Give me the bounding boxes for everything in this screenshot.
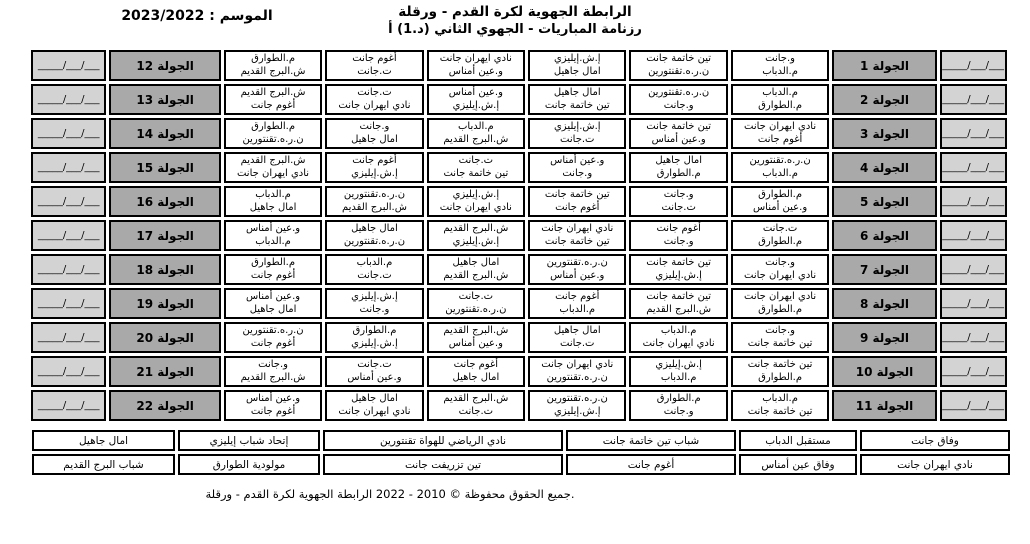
date-blank-cell-left — [31, 50, 106, 81]
schedule-row — [31, 390, 1007, 421]
match-cell — [325, 254, 423, 285]
match-cell — [224, 152, 322, 183]
date-blank: _____/___/___ — [942, 196, 1004, 207]
home-team: أغوم جانت — [352, 53, 397, 64]
away-team: نادي ايهران جانت — [236, 167, 310, 179]
home-team: إ.ش.إيليزي — [351, 291, 398, 302]
match-cell — [731, 84, 829, 115]
away-team: م.الدباب — [762, 167, 798, 179]
away-team: م.الطوارق — [758, 235, 803, 247]
date-blank: _____/___/___ — [37, 60, 100, 71]
match-cell — [528, 84, 626, 115]
home-team: و.جانت — [765, 53, 795, 64]
round-label-left: الجولة 12 — [109, 50, 220, 81]
match-cell — [629, 118, 727, 149]
round-label-right: الجولة 5 — [832, 186, 936, 217]
home-team: م.الطوارق — [758, 189, 803, 200]
home-team: تين خاتمة جانت — [646, 291, 712, 302]
away-team: ش.البرج القديم — [443, 133, 509, 145]
legend-team-name: نادي ايهران جانت — [860, 454, 1010, 475]
home-team: امال جاهيل — [553, 325, 601, 336]
home-team: ش.البرج القديم — [443, 325, 509, 336]
round-label-right: الجولة 6 — [832, 220, 936, 251]
date-blank-cell-left — [31, 220, 106, 251]
match-cell — [325, 322, 423, 353]
home-team: امال جاهيل — [351, 223, 398, 234]
match-cell — [325, 118, 423, 149]
match-cell — [528, 254, 626, 285]
schedule-row — [31, 50, 1007, 81]
away-team: إ.ش.إيليزي — [452, 235, 500, 247]
match-cell — [629, 288, 727, 319]
legend-team-name: امال جاهيل — [32, 430, 175, 451]
round-label-right: الجولة 1 — [832, 50, 936, 81]
legend-team-name: مولودية الطوارق — [178, 454, 320, 475]
home-team: و.جانت — [663, 189, 694, 200]
match-cell — [528, 152, 626, 183]
round-label-left: الجولة 13 — [109, 84, 220, 115]
match-cell — [731, 322, 829, 353]
date-blank: _____/___/___ — [942, 332, 1004, 343]
away-team: و.جانت — [663, 405, 694, 417]
date-blank: _____/___/___ — [942, 298, 1004, 309]
date-blank-cell-left — [31, 254, 106, 285]
home-team: م.الطوارق — [656, 393, 701, 404]
match-cell — [629, 220, 727, 251]
away-team: ش.البرج القديم — [341, 201, 407, 213]
round-label-left: الجولة 22 — [109, 390, 220, 421]
page-header — [0, 3, 1030, 39]
home-team: ن.ر.ه.تقنتورين — [546, 393, 608, 404]
match-cell — [427, 390, 525, 421]
away-team: إ.ش.إيليزي — [655, 269, 702, 281]
home-team: م.الطوارق — [352, 325, 397, 336]
home-team: ت.جانت — [762, 223, 798, 234]
legend-row — [32, 430, 1010, 451]
schedule-row — [31, 254, 1007, 285]
home-team: ت.جانت — [357, 87, 392, 98]
away-team: تين خاتمة جانت — [544, 99, 610, 111]
match-cell — [731, 254, 829, 285]
away-team: تين خاتمة جانت — [747, 405, 813, 417]
match-cell — [325, 288, 423, 319]
date-blank-cell-left — [31, 84, 106, 115]
home-team: إ.ش.إيليزي — [553, 53, 601, 64]
date-blank: _____/___/___ — [37, 298, 100, 309]
home-team: أغوم جانت — [453, 359, 499, 370]
round-label-right: الجولة 10 — [832, 356, 936, 387]
home-team: امال جاهيل — [655, 155, 703, 166]
home-team: و.جانت — [765, 257, 795, 268]
date-blank: _____/___/___ — [37, 162, 100, 173]
match-cell — [731, 118, 829, 149]
match-cell — [224, 118, 322, 149]
away-team: و.جانت — [663, 235, 694, 247]
away-team: ت.جانت — [560, 337, 595, 349]
round-label-left: الجولة 17 — [109, 220, 220, 251]
date-blank: _____/___/___ — [942, 94, 1004, 105]
schedule-row — [31, 84, 1007, 115]
round-label-left: الجولة 14 — [109, 118, 220, 149]
match-cell — [427, 356, 525, 387]
away-team: نادي ايهران جانت — [439, 201, 512, 213]
match-cell — [427, 220, 525, 251]
away-team: و.جانت — [663, 99, 694, 111]
away-team: و.جانت — [359, 303, 390, 315]
home-team: م.الطوارق — [251, 121, 296, 132]
home-team: ت.جانت — [458, 291, 494, 302]
away-team: م.الدباب — [660, 371, 697, 383]
home-team: و.جانت — [765, 325, 795, 336]
date-blank-cell-left — [31, 322, 106, 353]
match-cell — [528, 322, 626, 353]
away-team: أغوم جانت — [757, 133, 803, 145]
away-team: إ.ش.إيليزي — [452, 99, 500, 111]
away-team: و.عين أمناس — [550, 269, 605, 281]
away-team: ت.جانت — [661, 201, 696, 213]
away-team: و.عين أمناس — [752, 201, 808, 213]
match-cell — [629, 152, 727, 183]
date-blank-cell-right — [940, 118, 1007, 149]
round-label-right: الجولة 9 — [832, 322, 936, 353]
home-team: أغوم جانت — [352, 155, 397, 166]
match-cell — [629, 390, 727, 421]
home-team: م.الدباب — [458, 121, 494, 132]
match-cell — [325, 356, 423, 387]
home-team: نادي ايهران جانت — [744, 121, 817, 132]
match-cell — [629, 84, 727, 115]
date-blank: _____/___/___ — [942, 60, 1004, 71]
match-cell — [731, 152, 829, 183]
home-team: ن.ر.ه.تقنتورين — [546, 257, 608, 268]
away-team: نادي ايهران جانت — [338, 405, 411, 417]
away-team: إ.ش.إيليزي — [553, 405, 601, 417]
match-cell — [731, 50, 829, 81]
away-team: م.الدباب — [762, 65, 798, 77]
home-team: إ.ش.إيليزي — [452, 189, 500, 200]
away-team: نادي ايهران جانت — [642, 337, 715, 349]
match-cell — [427, 84, 525, 115]
away-team: تين خاتمة جانت — [747, 337, 813, 349]
teams-legend-table — [29, 427, 1013, 478]
match-cell — [528, 390, 626, 421]
date-blank-cell-right — [940, 288, 1007, 319]
home-team: ن.ر.ه.تقنتورين — [648, 87, 710, 98]
match-cell — [224, 84, 322, 115]
home-team: امال جاهيل — [553, 87, 601, 98]
legend-team-name: تين تزريفت جانت — [323, 454, 563, 475]
home-team: ش.البرج القديم — [443, 393, 509, 404]
match-cell — [427, 118, 525, 149]
date-blank-cell-right — [940, 186, 1007, 217]
away-team: م.الدباب — [559, 303, 596, 315]
away-team: امال جاهيل — [553, 65, 601, 77]
home-team: إ.ش.إيليزي — [553, 121, 601, 132]
away-team: ت.جانت — [560, 133, 595, 145]
date-blank-cell-left — [31, 288, 106, 319]
home-team: م.الطوارق — [251, 53, 296, 64]
match-cell — [325, 84, 423, 115]
away-team: ش.البرج القديم — [646, 303, 712, 315]
home-team: أغوم جانت — [656, 223, 701, 234]
round-label-right: الجولة 8 — [832, 288, 936, 319]
match-cell — [629, 322, 727, 353]
match-cell — [731, 356, 829, 387]
round-label-left: الجولة 18 — [109, 254, 220, 285]
legend-team-name: أغوم جانت — [566, 454, 736, 475]
date-blank-cell-right — [940, 322, 1007, 353]
home-team: ت.جانت — [458, 155, 494, 166]
match-cell — [224, 50, 322, 81]
away-team: ت.جانت — [357, 65, 392, 77]
away-team: امال جاهيل — [452, 371, 500, 383]
match-cell — [224, 288, 322, 319]
home-team: و.عين أمناس — [448, 87, 503, 98]
away-team: ش.البرج القديم — [443, 269, 509, 281]
away-team: ن.ر.ه.تقنتورين — [648, 65, 710, 77]
schedule-row — [31, 186, 1007, 217]
away-team: و.عين أمناس — [651, 133, 706, 145]
match-cell — [731, 390, 829, 421]
home-team: ش.البرج القديم — [240, 87, 306, 98]
away-team: أغوم جانت — [250, 405, 296, 417]
round-label-right: الجولة 11 — [832, 390, 936, 421]
away-team: أغوم جانت — [250, 337, 296, 349]
match-cell — [224, 356, 322, 387]
away-team: ش.البرج القديم — [240, 371, 306, 383]
away-team: م.الطوارق — [758, 303, 803, 315]
away-team: و.عين أمناس — [448, 337, 503, 349]
home-team: م.الدباب — [762, 87, 798, 98]
round-label-left: الجولة 15 — [109, 152, 220, 183]
away-team: إ.ش.إيليزي — [351, 167, 398, 179]
date-blank: _____/___/___ — [942, 366, 1004, 377]
away-team: م.الطوارق — [758, 371, 803, 383]
away-team: أغوم جانت — [250, 269, 296, 281]
match-cell — [224, 322, 322, 353]
home-team: نادي ايهران جانت — [541, 359, 614, 370]
home-team: و.جانت — [359, 121, 390, 132]
match-cell — [629, 50, 727, 81]
date-blank-cell-right — [940, 84, 1007, 115]
home-team: ن.ر.ه.تقنتورين — [242, 325, 304, 336]
away-team: ن.ر.ه.تقنتورين — [242, 133, 304, 145]
schedule-row — [31, 322, 1007, 353]
date-blank-cell-right — [940, 254, 1007, 285]
match-cell — [731, 288, 829, 319]
date-blank-cell-right — [940, 356, 1007, 387]
date-blank: _____/___/___ — [37, 94, 100, 105]
schedule-row — [31, 118, 1007, 149]
away-team: تين خاتمة جانت — [443, 167, 509, 179]
away-team: نادي ايهران جانت — [338, 99, 411, 111]
match-cell — [629, 254, 727, 285]
legend-team-name: وفاق عين أمناس — [739, 454, 857, 475]
schedule-table — [28, 47, 1010, 424]
round-label-right: الجولة 2 — [832, 84, 936, 115]
legend-team-name: إتحاد شباب إيليزي — [178, 430, 320, 451]
home-team: و.عين أمناس — [245, 291, 301, 302]
legend-team-name: وفاق جانت — [860, 430, 1010, 451]
match-cell — [528, 50, 626, 81]
away-team: ن.ر.ه.تقنتورين — [546, 371, 608, 383]
home-team: إ.ش.إيليزي — [655, 359, 702, 370]
round-label-left: الجولة 19 — [109, 288, 220, 319]
date-blank-cell-left — [31, 152, 106, 183]
date-blank-cell-left — [31, 356, 106, 387]
home-team: تين خاتمة جانت — [544, 189, 610, 200]
date-blank-cell-right — [940, 152, 1007, 183]
match-cell — [528, 186, 626, 217]
legend-team-name: نادي الرياضي للهواة تقنتورين — [323, 430, 563, 451]
match-cell — [325, 186, 423, 217]
date-blank-cell-left — [31, 186, 106, 217]
match-cell — [427, 288, 525, 319]
away-team: م.الدباب — [255, 235, 291, 247]
away-team: و.عين أمناس — [448, 65, 503, 77]
round-label-left: الجولة 21 — [109, 356, 220, 387]
date-blank: _____/___/___ — [942, 264, 1004, 275]
match-cell — [528, 288, 626, 319]
match-cell — [224, 186, 322, 217]
round-label-left: الجولة 16 — [109, 186, 220, 217]
date-blank-cell-left — [31, 390, 106, 421]
match-cell — [731, 186, 829, 217]
date-blank: _____/___/___ — [37, 128, 100, 139]
legend-team-name: شباب تين خاتمة جانت — [566, 430, 736, 451]
legend-row — [32, 454, 1010, 475]
away-team: و.عين أمناس — [347, 371, 402, 383]
home-team: أغوم جانت — [555, 291, 600, 302]
legend-team-name: شباب البرج القديم — [32, 454, 175, 475]
match-cell — [528, 356, 626, 387]
home-team: م.الطوارق — [251, 257, 296, 268]
home-team: ت.جانت — [357, 359, 392, 370]
away-team: ت.جانت — [458, 405, 494, 417]
home-team: تين خاتمة جانت — [646, 257, 712, 268]
round-label-right: الجولة 7 — [832, 254, 936, 285]
home-team: م.الدباب — [660, 325, 697, 336]
season-label: الموسم : 2023/2022 — [121, 8, 273, 24]
home-team: نادي ايهران جانت — [744, 291, 817, 302]
date-blank: _____/___/___ — [942, 162, 1004, 173]
away-team: و.جانت — [562, 167, 593, 179]
date-blank: _____/___/___ — [942, 128, 1004, 139]
home-team: و.عين أمناس — [550, 155, 605, 166]
match-cell — [528, 118, 626, 149]
date-blank: _____/___/___ — [37, 332, 100, 343]
away-team: امال جاهيل — [351, 133, 398, 145]
legend-team-name: مستقبل الدباب — [739, 430, 857, 451]
home-team: م.الدباب — [255, 189, 291, 200]
away-team: م.الطوارق — [758, 99, 803, 111]
match-cell — [427, 152, 525, 183]
away-team: تين خاتمة جانت — [544, 235, 610, 247]
match-cell — [528, 220, 626, 251]
match-cell — [629, 356, 727, 387]
match-cell — [629, 186, 727, 217]
away-team: امال جاهيل — [249, 303, 297, 315]
schedule-row — [31, 288, 1007, 319]
page-subtitle: رزنامة المباريات - الجهوي الثاني (د.1) أ — [388, 22, 642, 37]
away-team: ن.ر.ه.تقنتورين — [445, 303, 507, 315]
home-team: تين خاتمة جانت — [646, 121, 712, 132]
home-team: امال جاهيل — [452, 257, 500, 268]
date-blank: _____/___/___ — [37, 366, 100, 377]
home-team: و.عين أمناس — [245, 393, 301, 404]
match-cell — [427, 50, 525, 81]
schedule-row — [31, 220, 1007, 251]
match-cell — [224, 390, 322, 421]
match-cell — [224, 254, 322, 285]
home-team: ن.ر.ه.تقنتورين — [749, 155, 811, 166]
match-cell — [427, 254, 525, 285]
away-team: ت.جانت — [357, 269, 392, 281]
match-cell — [325, 220, 423, 251]
date-blank: _____/___/___ — [942, 230, 1004, 241]
home-team: تين خاتمة جانت — [747, 359, 813, 370]
match-cell — [427, 186, 525, 217]
schedule-row — [31, 152, 1007, 183]
away-team: أغوم جانت — [250, 99, 296, 111]
round-label-right: الجولة 4 — [832, 152, 936, 183]
home-team: نادي ايهران جانت — [541, 223, 614, 234]
home-team: و.جانت — [258, 359, 288, 370]
match-cell — [325, 390, 423, 421]
date-blank-cell-right — [940, 390, 1007, 421]
home-team: نادي ايهران جانت — [439, 53, 512, 64]
home-team: و.عين أمناس — [245, 223, 301, 234]
match-cell — [224, 220, 322, 251]
match-cell — [731, 220, 829, 251]
home-team: ش.البرج القديم — [443, 223, 509, 234]
home-team: ن.ر.ه.تقنتورين — [343, 189, 406, 200]
match-cell — [325, 50, 423, 81]
away-team: إ.ش.إيليزي — [351, 337, 398, 349]
date-blank: _____/___/___ — [37, 196, 100, 207]
away-team: ن.ر.ه.تقنتورين — [343, 235, 406, 247]
away-team: ش.البرج القديم — [240, 65, 306, 77]
away-team: امال جاهيل — [249, 201, 297, 213]
home-team: م.الدباب — [356, 257, 393, 268]
copyright-footer: جميع الحقوق محفوظة © 2010 - 2022 الرابطة الجهوية لكرة القدم - ورقلة. — [205, 487, 575, 501]
home-team: م.الدباب — [762, 393, 798, 404]
match-cell — [325, 152, 423, 183]
date-blank: _____/___/___ — [37, 400, 100, 411]
date-blank-cell-right — [940, 220, 1007, 251]
away-team: نادي ايهران جانت — [744, 269, 817, 281]
date-blank: _____/___/___ — [942, 400, 1004, 411]
schedule-row — [31, 356, 1007, 387]
page-title: الرابطة الجهوية لكرة القدم - ورقلة — [398, 4, 632, 20]
home-team: ش.البرج القديم — [240, 155, 306, 166]
date-blank-cell-right — [940, 50, 1007, 81]
date-blank: _____/___/___ — [37, 230, 100, 241]
round-label-right: الجولة 3 — [832, 118, 936, 149]
home-team: امال جاهيل — [351, 393, 398, 404]
round-label-left: الجولة 20 — [109, 322, 220, 353]
home-team: تين خاتمة جانت — [646, 53, 712, 64]
away-team: أغوم جانت — [555, 201, 600, 213]
date-blank: _____/___/___ — [37, 264, 100, 275]
match-cell — [427, 322, 525, 353]
away-team: م.الطوارق — [656, 167, 701, 179]
date-blank-cell-left — [31, 118, 106, 149]
